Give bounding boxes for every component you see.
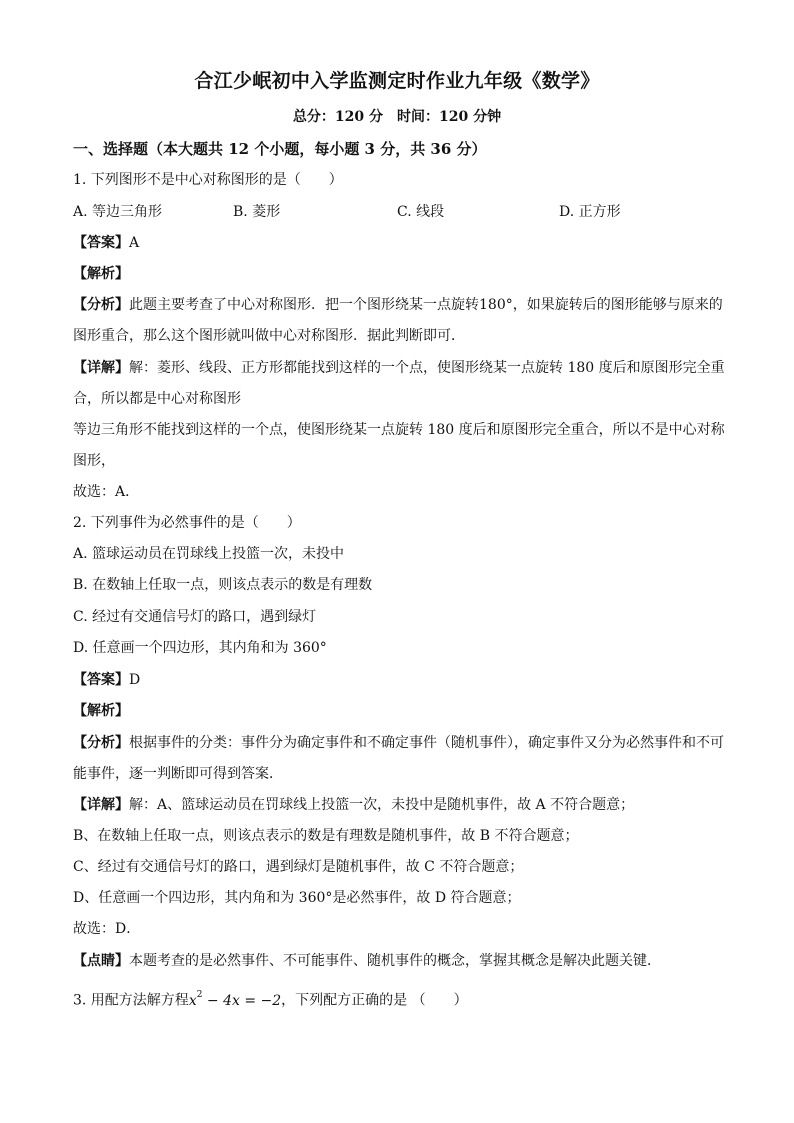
exam-time: 时间：120 分钟 [397,109,502,125]
question-2-fenxi-line-1 [73,732,733,754]
question-2-analysis-tag: 【解析】 [73,703,129,719]
question-2-fenxi-line-2: 能事件，逐一判断即可得到答案． [73,766,283,782]
fenxi-text: 此题主要考查了中心对称图形．把一个图形绕某一点旋转180°，如果旋转后的图形能够与原来的 [129,297,723,313]
section-heading: 一、选择题（本大题共 12 个小题，每小题 3 分，共 36 分） [73,140,487,158]
exam-info [0,106,794,126]
dianjing-text: 本题考查的是必然事件、不可能事件、随机事件的概念，掌握其概念是解决此题关键． [129,953,661,969]
question-2-dianjing [73,950,733,972]
option-a: A. 等边三角形 [73,204,163,220]
question-1-detail-line-4: 图形， [73,453,115,469]
question-2-conclusion: 故选：D． [73,921,141,937]
stem-suffix: ，下列配方正确的是 （ ） [281,992,468,1009]
question-2-detail-line-4: D、任意画一个四边形，其内角和为 360°是必然事件，故 D 符合题意； [73,890,521,906]
question-1-answer [73,232,733,254]
equation-var: x [188,992,197,1009]
question-1-conclusion: 故选：A． [73,484,140,500]
detail-text: 解：A、篮球运动员在罚球线上投篮一次，未投中是随机事件，故 A 不符合题意； [129,797,635,813]
page-title: 合江少岷初中入学监测定时作业九年级《数学》 [194,70,600,92]
detail-tag: 【详解】 [73,360,129,376]
answer-value: D [129,672,141,688]
fenxi-text: 根据事件的分类：事件分为确定事件和不确定事件（随机事件），确定事件又分为必然事件和不可 [129,735,724,751]
question-1-detail-line-1 [73,357,733,379]
question-1-stem: 1. 下列图形不是中心对称图形的是（ ） [73,172,343,188]
dianjing-tag: 【点睛】 [73,953,129,969]
equation-rest: − 4x = −2 [202,992,282,1009]
question-2-detail-line-3: C、经过有交通信号灯的路口，遇到绿灯是随机事件，故 C 不符合题意； [73,859,524,875]
question-3-stem [73,986,733,1012]
fenxi-tag: 【分析】 [73,735,129,751]
stem-prefix: 3. 用配方法解方程 [73,992,189,1009]
equation-exponent: 2 [196,990,203,1000]
option-b: B. 菱形 [233,204,281,220]
question-1-fenxi-line-2: 图形重合，那么这个图形就叫做中心对称图形．据此判断即可． [73,328,465,344]
answer-tag: 【答案】 [73,672,129,688]
total-score: 总分：120 分 [292,109,383,125]
fenxi-tag: 【分析】 [73,297,129,313]
detail-text: 解：菱形、线段、正方形都能找到这样的一个点，使图形绕某一点旋转 180 度后和原图形完全重 [129,360,725,376]
answer-tag: 【答案】 [73,235,129,251]
question-1-fenxi-line-1 [73,294,733,316]
option-d: D. 正方形 [559,204,621,220]
question-2-option-b: B. 在数轴上任取一点，则该点表示的数是有理数 [73,577,373,593]
question-2-option-a: A. 篮球运动员在罚球线上投篮一次，未投中 [73,546,345,562]
detail-tag: 【详解】 [73,797,129,813]
question-2-stem: 2. 下列事件为必然事件的是（ ） [73,515,301,531]
question-2-detail-line-2: B、在数轴上任取一点，则该点表示的数是有理数是随机事件，故 B 不符合题意； [73,828,579,844]
question-2-answer [73,669,733,691]
equation [188,990,282,1009]
option-c: C. 线段 [397,204,445,220]
question-2-detail-line-1 [73,794,733,816]
question-1-analysis-tag: 【解析】 [73,266,129,282]
question-1-detail-line-2: 合，所以都是中心对称图形 [73,391,241,407]
question-2-option-d: D. 任意画一个四边形，其内角和为 360° [73,640,327,656]
answer-value: A [129,235,140,251]
question-2-option-c: C. 经过有交通信号灯的路口，遇到绿灯 [73,609,317,625]
question-1-detail-line-3: 等边三角形不能找到这样的一个点，使图形绕某一点旋转 180 度后和原图形完全重合，所以不是中心对称 [73,422,725,438]
